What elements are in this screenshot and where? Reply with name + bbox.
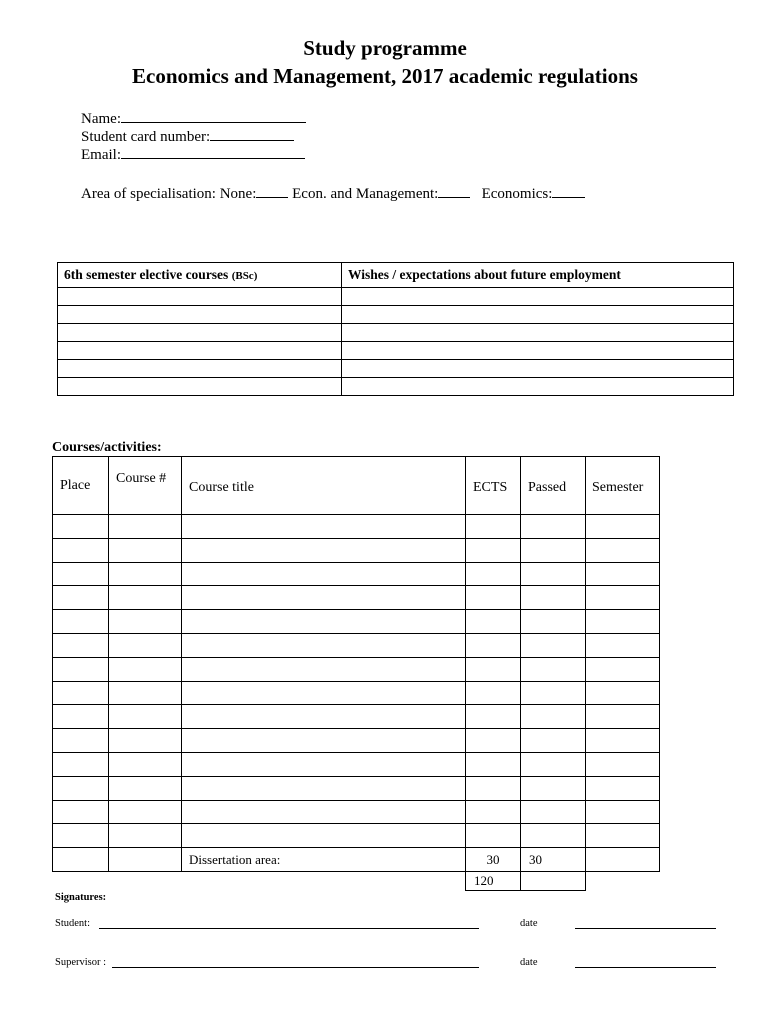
course-number-cell[interactable] [109, 729, 182, 753]
courses-header-row [53, 457, 660, 515]
table-row [53, 705, 660, 729]
elective-course-cell[interactable] [58, 360, 342, 378]
place-cell[interactable] [53, 824, 109, 848]
table-row [53, 633, 660, 657]
course-title-cell[interactable] [182, 776, 466, 800]
courses-caption: Courses/activities: [52, 440, 162, 455]
ects-cell[interactable] [466, 586, 521, 610]
elective-courses-table [57, 262, 734, 396]
semester-cell[interactable] [586, 562, 660, 586]
course-number-cell[interactable] [109, 776, 182, 800]
course-title-cell[interactable] [182, 610, 466, 634]
semester-cell[interactable] [586, 729, 660, 753]
name-input-line[interactable] [121, 110, 306, 123]
place-cell[interactable] [53, 586, 109, 610]
passed-cell[interactable] [521, 610, 586, 634]
place-cell[interactable] [53, 800, 109, 824]
dissertation-label: Dissertation area: [182, 848, 466, 872]
elective-course-cell[interactable] [58, 306, 342, 324]
passed-cell[interactable] [521, 515, 586, 539]
employment-wish-cell[interactable] [342, 360, 734, 378]
student-card-field [81, 128, 294, 147]
employment-wish-cell[interactable] [342, 306, 734, 324]
option-none-blank[interactable] [256, 185, 288, 198]
table-row [58, 324, 734, 342]
semester-cell[interactable] [586, 848, 660, 872]
table-row [53, 800, 660, 824]
table-row [53, 562, 660, 586]
course-title-cell[interactable] [182, 562, 466, 586]
table-row [53, 610, 660, 634]
semester-cell[interactable] [586, 633, 660, 657]
semester-cell[interactable] [586, 610, 660, 634]
ects-header: ECTS [466, 457, 521, 515]
course-number-cell[interactable] [109, 538, 182, 562]
student-card-input-line[interactable] [210, 128, 294, 141]
semester-cell[interactable] [586, 515, 660, 539]
email-field [81, 146, 305, 165]
document-subtitle: Economics and Management, 2017 academic regulations [132, 64, 638, 88]
semester-cell[interactable] [586, 657, 660, 681]
course-title-cell[interactable] [182, 657, 466, 681]
place-cell[interactable] [53, 538, 109, 562]
employment-wish-cell[interactable] [342, 288, 734, 306]
semester-cell[interactable] [586, 752, 660, 776]
ects-cell[interactable] [466, 729, 521, 753]
place-cell[interactable] [53, 515, 109, 539]
place-cell[interactable] [53, 562, 109, 586]
elective-courses-header: 6th semester elective courses (BSc) [58, 263, 342, 288]
place-cell[interactable] [53, 776, 109, 800]
passed-cell[interactable] [521, 776, 586, 800]
course-number-cell[interactable] [109, 610, 182, 634]
passed-cell[interactable] [521, 681, 586, 705]
dissertation-passed: 30 [521, 848, 586, 872]
place-cell[interactable] [53, 752, 109, 776]
course-title-cell[interactable] [182, 824, 466, 848]
course-title-cell[interactable] [182, 633, 466, 657]
supervisor-date-line[interactable] [575, 967, 716, 968]
name-field [81, 110, 306, 129]
ects-cell[interactable] [466, 824, 521, 848]
table-row [53, 729, 660, 753]
ects-cell[interactable] [466, 800, 521, 824]
email-label: Email: [81, 147, 121, 163]
course-title-cell[interactable] [182, 800, 466, 824]
passed-cell[interactable] [521, 586, 586, 610]
passed-cell[interactable] [521, 824, 586, 848]
total-ects: 120 [465, 868, 521, 891]
name-label: Name: [81, 111, 121, 127]
ects-cell[interactable] [466, 562, 521, 586]
course-title-header: Course title [182, 457, 466, 515]
table-row [58, 342, 734, 360]
courses-table [52, 456, 660, 872]
student-date-line[interactable] [575, 928, 716, 929]
course-rows [53, 515, 660, 848]
place-cell[interactable] [53, 729, 109, 753]
document-title: Study programme [303, 36, 467, 60]
table-row [53, 538, 660, 562]
table-row [58, 288, 734, 306]
semester-cell[interactable] [586, 800, 660, 824]
option-econ-mgmt-blank[interactable] [438, 185, 470, 198]
email-input-line[interactable] [121, 146, 305, 159]
signatures-heading: Signatures: [55, 892, 107, 903]
elective-course-cell[interactable] [58, 288, 342, 306]
semester-cell[interactable] [586, 705, 660, 729]
table-row [58, 360, 734, 378]
course-title-cell[interactable] [182, 681, 466, 705]
course-title-cell[interactable] [182, 705, 466, 729]
table-row [53, 776, 660, 800]
ects-cell[interactable] [466, 515, 521, 539]
place-cell[interactable] [53, 610, 109, 634]
student-signature-line[interactable] [99, 928, 479, 929]
course-number-cell[interactable] [109, 562, 182, 586]
course-number-header: Course # [109, 457, 182, 515]
table-row [53, 824, 660, 848]
passed-cell[interactable] [521, 538, 586, 562]
table-row [53, 515, 660, 539]
course-title-cell[interactable] [182, 729, 466, 753]
ects-cell[interactable] [466, 752, 521, 776]
place-cell[interactable] [53, 848, 109, 872]
student-card-label: Student card number: [81, 129, 211, 145]
course-number-cell[interactable] [109, 681, 182, 705]
employment-wish-cell[interactable] [342, 342, 734, 360]
semester-cell[interactable] [586, 824, 660, 848]
option-econ-label: Economics: [481, 186, 553, 202]
course-title-cell[interactable] [182, 586, 466, 610]
place-cell[interactable] [53, 681, 109, 705]
passed-cell[interactable] [521, 752, 586, 776]
option-econ-blank[interactable] [552, 185, 585, 198]
place-header: Place [53, 457, 109, 515]
course-number-cell[interactable] [109, 848, 182, 872]
semester-cell[interactable] [586, 681, 660, 705]
table-row [53, 752, 660, 776]
table-row [53, 657, 660, 681]
ects-cell[interactable] [466, 776, 521, 800]
semester-cell[interactable] [586, 776, 660, 800]
student-signature-label: Student: [55, 918, 91, 929]
supervisor-signature-line[interactable] [112, 967, 479, 968]
option-econ-mgmt-label: Econ. and Management: [292, 186, 439, 202]
elective-header-row [58, 263, 734, 288]
ects-cell[interactable] [466, 681, 521, 705]
ects-cell[interactable] [466, 705, 521, 729]
ects-cell[interactable] [466, 633, 521, 657]
employment-wishes-header: Wishes / expectations about future employment [342, 263, 734, 288]
course-number-cell[interactable] [109, 824, 182, 848]
course-title-cell[interactable] [182, 515, 466, 539]
option-none-label: None: [219, 186, 257, 202]
semester-cell[interactable] [586, 586, 660, 610]
semester-header: Semester [586, 457, 660, 515]
student-date-label: date [520, 918, 538, 929]
course-number-cell[interactable] [109, 657, 182, 681]
supervisor-signature-label: Supervisor : [55, 957, 107, 968]
passed-cell[interactable] [521, 633, 586, 657]
total-passed-cell[interactable] [520, 868, 586, 891]
passed-cell[interactable] [521, 657, 586, 681]
specialisation-label: Area of specialisation: [81, 186, 216, 202]
course-number-cell[interactable] [109, 633, 182, 657]
elective-course-cell[interactable] [58, 342, 342, 360]
ects-cell[interactable] [466, 657, 521, 681]
employment-wish-cell[interactable] [342, 378, 734, 396]
place-cell[interactable] [53, 705, 109, 729]
course-title-cell[interactable] [182, 538, 466, 562]
place-cell[interactable] [53, 633, 109, 657]
passed-cell[interactable] [521, 562, 586, 586]
employment-wish-cell[interactable] [342, 324, 734, 342]
course-number-cell[interactable] [109, 586, 182, 610]
dissertation-ects: 30 [466, 848, 521, 872]
passed-cell[interactable] [521, 800, 586, 824]
place-cell[interactable] [53, 657, 109, 681]
course-number-cell[interactable] [109, 800, 182, 824]
passed-cell[interactable] [521, 729, 586, 753]
course-number-cell[interactable] [109, 705, 182, 729]
table-row [53, 586, 660, 610]
supervisor-date-label: date [520, 957, 538, 968]
ects-cell[interactable] [466, 610, 521, 634]
table-row [53, 681, 660, 705]
semester-cell[interactable] [586, 538, 660, 562]
elective-course-cell[interactable] [58, 324, 342, 342]
elective-course-cell[interactable] [58, 378, 342, 396]
course-number-cell[interactable] [109, 752, 182, 776]
course-number-cell[interactable] [109, 515, 182, 539]
table-row [58, 306, 734, 324]
course-title-cell[interactable] [182, 752, 466, 776]
specialisation-row [81, 185, 585, 203]
passed-cell[interactable] [521, 705, 586, 729]
table-row [58, 378, 734, 396]
ects-cell[interactable] [466, 538, 521, 562]
passed-header: Passed [521, 457, 586, 515]
